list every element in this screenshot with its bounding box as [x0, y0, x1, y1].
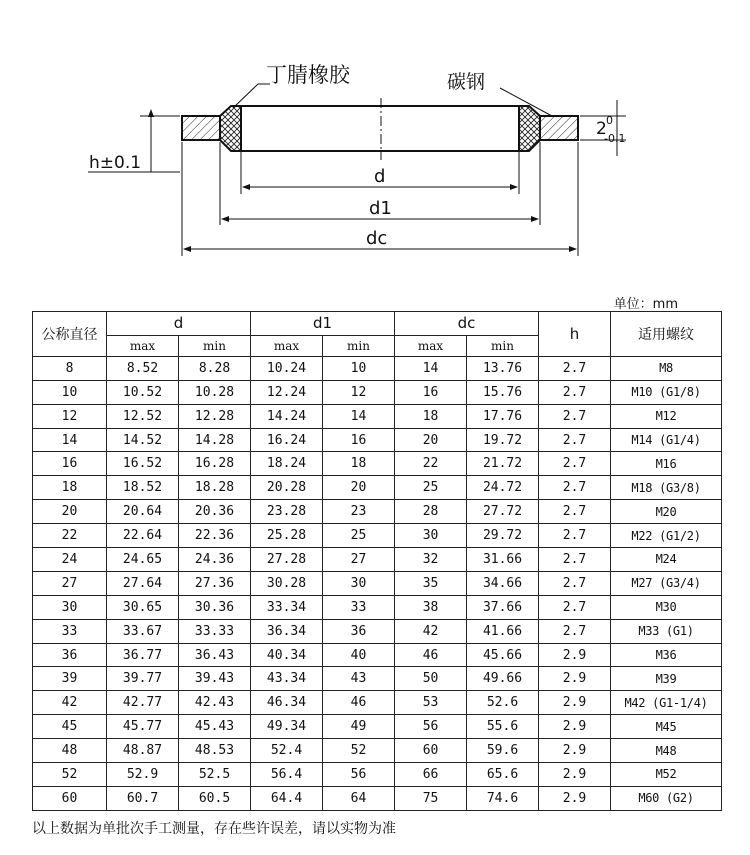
cell-nominal: 33	[33, 619, 107, 643]
table-row	[33, 404, 722, 428]
cell-nominal: 24	[33, 548, 107, 572]
cell-dc-max: 32	[395, 548, 467, 572]
cell-nominal: 60	[33, 786, 107, 810]
cell-dc-max: 25	[395, 476, 467, 500]
table-row	[33, 619, 722, 643]
cell-h: 2.7	[539, 548, 611, 572]
cell-h: 2.9	[539, 763, 611, 787]
table-row	[33, 500, 722, 524]
cell-dc-min: 34.66	[467, 571, 539, 595]
cell-d1-min: 56	[323, 763, 395, 787]
cell-d1-min: 43	[323, 667, 395, 691]
cell-nominal: 48	[33, 739, 107, 763]
cell-thread: M42 (G1-1/4)	[611, 691, 722, 715]
cell-d1-min: 27	[323, 548, 395, 572]
cell-nominal: 36	[33, 643, 107, 667]
col-header-h: h	[539, 312, 611, 357]
cell-nominal: 52	[33, 763, 107, 787]
cell-d1-max: 64.4	[251, 786, 323, 810]
cell-d-min: 27.36	[179, 571, 251, 595]
cell-d1-max: 49.34	[251, 715, 323, 739]
cell-h: 2.7	[539, 476, 611, 500]
label-rubber: 丁腈橡胶	[266, 63, 350, 87]
cell-d-min: 36.43	[179, 643, 251, 667]
cell-h: 2.7	[539, 619, 611, 643]
cell-d-min: 33.33	[179, 619, 251, 643]
cell-d-max: 33.67	[107, 619, 179, 643]
cell-h: 2.9	[539, 786, 611, 810]
cell-d1-min: 18	[323, 452, 395, 476]
sub-header-d1-max: max	[251, 335, 323, 356]
cell-d-max: 10.52	[107, 380, 179, 404]
cell-d-max: 8.52	[107, 356, 179, 380]
cell-h: 2.9	[539, 715, 611, 739]
cell-d1-max: 56.4	[251, 763, 323, 787]
cell-d-min: 10.28	[179, 380, 251, 404]
footnote: 以上数据为单批次手工测量，存在些许误差，请以实物为准	[32, 821, 396, 837]
cell-nominal: 8	[33, 356, 107, 380]
sub-header-dc-min: min	[467, 335, 539, 356]
cell-thread: M48	[611, 739, 722, 763]
cell-nominal: 18	[33, 476, 107, 500]
dim-d1-label: d1	[369, 198, 392, 219]
col-header-nominal: 公称直径	[33, 312, 107, 357]
cell-dc-min: 24.72	[467, 476, 539, 500]
cell-d-min: 42.43	[179, 691, 251, 715]
cell-h: 2.9	[539, 667, 611, 691]
cell-dc-min: 41.66	[467, 619, 539, 643]
cell-d-max: 18.52	[107, 476, 179, 500]
cell-h: 2.7	[539, 428, 611, 452]
cell-dc-max: 53	[395, 691, 467, 715]
cell-dc-min: 49.66	[467, 667, 539, 691]
cell-h: 2.7	[539, 571, 611, 595]
cell-d1-min: 20	[323, 476, 395, 500]
cell-dc-max: 18	[395, 404, 467, 428]
cell-nominal: 42	[33, 691, 107, 715]
cell-dc-max: 56	[395, 715, 467, 739]
right-steel-ring	[540, 116, 578, 140]
cell-thread: M27 (G3/4)	[611, 571, 722, 595]
cell-thread: M30	[611, 595, 722, 619]
cell-d1-max: 14.24	[251, 404, 323, 428]
cell-d-max: 24.65	[107, 548, 179, 572]
cell-dc-max: 35	[395, 571, 467, 595]
table-row	[33, 595, 722, 619]
cell-dc-max: 46	[395, 643, 467, 667]
cell-h: 2.7	[539, 404, 611, 428]
table-row	[33, 548, 722, 572]
cell-d1-max: 12.24	[251, 380, 323, 404]
cell-d-min: 8.28	[179, 356, 251, 380]
table-row	[33, 428, 722, 452]
table-row	[33, 715, 722, 739]
cell-d1-min: 49	[323, 715, 395, 739]
table-row	[33, 667, 722, 691]
cell-nominal: 45	[33, 715, 107, 739]
cell-dc-max: 75	[395, 786, 467, 810]
cell-dc-min: 55.6	[467, 715, 539, 739]
cell-thread: M36	[611, 643, 722, 667]
cell-nominal: 20	[33, 500, 107, 524]
cell-h: 2.9	[539, 643, 611, 667]
cell-dc-max: 60	[395, 739, 467, 763]
cell-h: 2.9	[539, 691, 611, 715]
table-row	[33, 739, 722, 763]
cell-dc-max: 38	[395, 595, 467, 619]
cell-dc-min: 19.72	[467, 428, 539, 452]
cell-dc-min: 65.6	[467, 763, 539, 787]
cell-d1-min: 40	[323, 643, 395, 667]
cell-nominal: 39	[33, 667, 107, 691]
cell-d1-max: 36.34	[251, 619, 323, 643]
col-header-thread: 适用螺纹	[611, 312, 722, 357]
cell-d-max: 52.9	[107, 763, 179, 787]
cell-d1-min: 14	[323, 404, 395, 428]
spec-table-body	[33, 356, 722, 810]
cell-d-min: 30.36	[179, 595, 251, 619]
cell-thread: M10 (G1/8)	[611, 380, 722, 404]
cell-thread: M16	[611, 452, 722, 476]
table-row	[33, 476, 722, 500]
sub-header-d-min: min	[179, 335, 251, 356]
dim-h-label: h±0.1	[89, 153, 142, 173]
cell-d-min: 52.5	[179, 763, 251, 787]
cell-d-max: 36.77	[107, 643, 179, 667]
cell-d-max: 48.87	[107, 739, 179, 763]
cell-d1-min: 23	[323, 500, 395, 524]
cell-dc-min: 52.6	[467, 691, 539, 715]
cell-dc-min: 74.6	[467, 786, 539, 810]
cell-d-min: 48.53	[179, 739, 251, 763]
cell-dc-max: 22	[395, 452, 467, 476]
cell-dc-min: 15.76	[467, 380, 539, 404]
cell-thread: M60 (G2)	[611, 786, 722, 810]
dim-thickness-base: 2	[596, 119, 607, 139]
col-header-dc: dc	[395, 312, 539, 336]
cell-d-min: 20.36	[179, 500, 251, 524]
cell-dc-max: 16	[395, 380, 467, 404]
cell-d1-min: 33	[323, 595, 395, 619]
dim-thickness-lower: -0.1	[604, 132, 626, 145]
cell-d1-max: 40.34	[251, 643, 323, 667]
cell-d1-max: 46.34	[251, 691, 323, 715]
washer-cross-section-diagram	[0, 0, 750, 300]
cell-dc-max: 30	[395, 524, 467, 548]
cell-d-min: 16.28	[179, 452, 251, 476]
cell-d1-max: 16.24	[251, 428, 323, 452]
cell-dc-max: 66	[395, 763, 467, 787]
cell-thread: M18 (G3/8)	[611, 476, 722, 500]
cell-d-min: 22.36	[179, 524, 251, 548]
table-row	[33, 571, 722, 595]
dim-thickness-upper: 0	[606, 114, 613, 127]
cell-d1-max: 25.28	[251, 524, 323, 548]
cell-h: 2.7	[539, 524, 611, 548]
sub-header-d1-min: min	[323, 335, 395, 356]
table-row	[33, 380, 722, 404]
cell-nominal: 10	[33, 380, 107, 404]
cell-d-max: 14.52	[107, 428, 179, 452]
cell-d1-max: 27.28	[251, 548, 323, 572]
cell-d1-max: 23.28	[251, 500, 323, 524]
cell-dc-min: 21.72	[467, 452, 539, 476]
dim-dc-label: dc	[366, 228, 388, 249]
cell-dc-min: 17.76	[467, 404, 539, 428]
cell-nominal: 30	[33, 595, 107, 619]
cell-d-max: 60.7	[107, 786, 179, 810]
cell-d-min: 18.28	[179, 476, 251, 500]
cell-dc-max: 42	[395, 619, 467, 643]
table-row	[33, 524, 722, 548]
cell-d1-max: 43.34	[251, 667, 323, 691]
sub-header-dc-max: max	[395, 335, 467, 356]
cell-dc-min: 59.6	[467, 739, 539, 763]
sub-header-d-max: max	[107, 335, 179, 356]
cell-d1-max: 18.24	[251, 452, 323, 476]
cell-d1-min: 25	[323, 524, 395, 548]
cell-d1-min: 12	[323, 380, 395, 404]
table-row	[33, 356, 722, 380]
cell-d-max: 20.64	[107, 500, 179, 524]
cell-d-max: 30.65	[107, 595, 179, 619]
cell-d-min: 60.5	[179, 786, 251, 810]
left-steel-ring	[182, 116, 220, 140]
cell-d-max: 39.77	[107, 667, 179, 691]
cell-h: 2.7	[539, 595, 611, 619]
cell-thread: M22 (G1/2)	[611, 524, 722, 548]
right-rubber-seal	[519, 106, 540, 151]
cell-d-max: 22.64	[107, 524, 179, 548]
cell-dc-min: 37.66	[467, 595, 539, 619]
cell-dc-min: 13.76	[467, 356, 539, 380]
left-rubber-seal	[220, 106, 241, 151]
cell-d1-max: 33.34	[251, 595, 323, 619]
col-header-d: d	[107, 312, 251, 336]
cell-d1-min: 64	[323, 786, 395, 810]
cell-h: 2.7	[539, 380, 611, 404]
spec-table	[32, 311, 722, 811]
col-header-d1: d1	[251, 312, 395, 336]
cell-d-min: 14.28	[179, 428, 251, 452]
cell-d-max: 42.77	[107, 691, 179, 715]
cell-d-min: 45.43	[179, 715, 251, 739]
cell-nominal: 12	[33, 404, 107, 428]
cell-d-max: 27.64	[107, 571, 179, 595]
cell-d1-min: 36	[323, 619, 395, 643]
cell-h: 2.9	[539, 739, 611, 763]
cell-dc-max: 28	[395, 500, 467, 524]
cell-thread: M39	[611, 667, 722, 691]
cell-thread: M33 (G1)	[611, 619, 722, 643]
table-row	[33, 691, 722, 715]
rubber-leader-line	[233, 84, 258, 108]
cell-dc-max: 20	[395, 428, 467, 452]
cell-dc-min: 29.72	[467, 524, 539, 548]
cell-d-max: 16.52	[107, 452, 179, 476]
cell-nominal: 27	[33, 571, 107, 595]
cell-nominal: 22	[33, 524, 107, 548]
label-steel: 碳钢	[447, 71, 486, 93]
cell-d-min: 12.28	[179, 404, 251, 428]
cell-thread: M24	[611, 548, 722, 572]
cell-d1-min: 30	[323, 571, 395, 595]
dim-d-label: d	[374, 166, 386, 187]
table-row	[33, 763, 722, 787]
cell-d1-max: 52.4	[251, 739, 323, 763]
table-header-row	[33, 312, 722, 336]
cell-nominal: 14	[33, 428, 107, 452]
cell-d1-min: 16	[323, 428, 395, 452]
cell-d1-min: 52	[323, 739, 395, 763]
cell-h: 2.7	[539, 356, 611, 380]
cell-d1-max: 30.28	[251, 571, 323, 595]
cell-nominal: 16	[33, 452, 107, 476]
cell-dc-max: 14	[395, 356, 467, 380]
cell-thread: M20	[611, 500, 722, 524]
cell-h: 2.7	[539, 500, 611, 524]
table-row	[33, 786, 722, 810]
cell-thread: M45	[611, 715, 722, 739]
cell-d1-max: 10.24	[251, 356, 323, 380]
cell-d1-min: 46	[323, 691, 395, 715]
cell-h: 2.7	[539, 452, 611, 476]
cell-thread: M52	[611, 763, 722, 787]
table-row	[33, 452, 722, 476]
cell-dc-min: 31.66	[467, 548, 539, 572]
cell-d1-min: 10	[323, 356, 395, 380]
cell-d-min: 39.43	[179, 667, 251, 691]
cell-d-min: 24.36	[179, 548, 251, 572]
cell-d-max: 12.52	[107, 404, 179, 428]
cell-dc-min: 27.72	[467, 500, 539, 524]
cell-dc-min: 45.66	[467, 643, 539, 667]
cell-dc-max: 50	[395, 667, 467, 691]
cell-d-max: 45.77	[107, 715, 179, 739]
cell-thread: M8	[611, 356, 722, 380]
cell-thread: M12	[611, 404, 722, 428]
unit-label: 单位：mm	[613, 297, 678, 312]
cell-thread: M14 (G1/4)	[611, 428, 722, 452]
washer-body	[182, 98, 578, 160]
table-row	[33, 643, 722, 667]
cell-d1-max: 20.28	[251, 476, 323, 500]
